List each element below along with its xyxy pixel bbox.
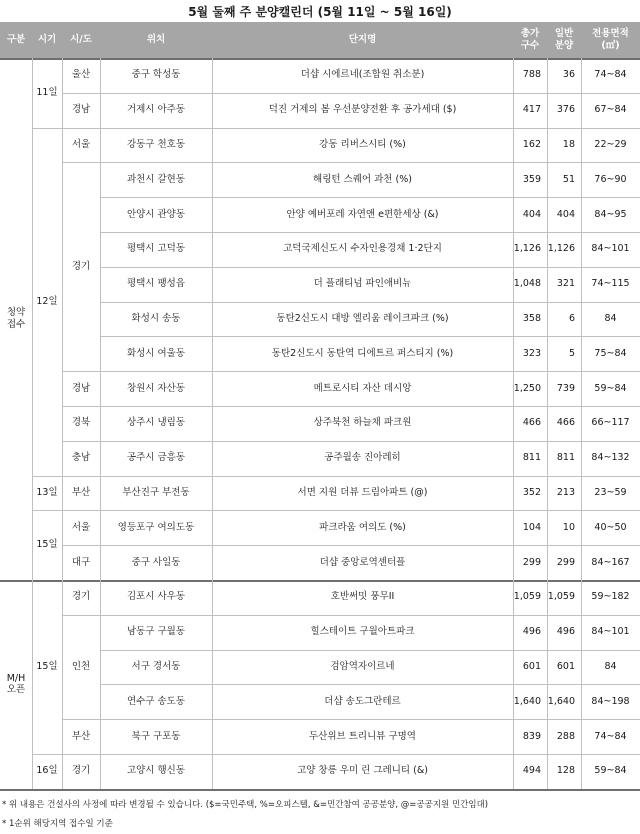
general-sale-cell: 601	[556, 661, 575, 673]
grid-line	[62, 93, 640, 94]
location-cell: 거제시 아주동	[126, 104, 186, 116]
location-cell: 고양시 행신동	[126, 765, 186, 777]
region-cell: 인천	[71, 661, 91, 673]
header-general-sale	[547, 22, 581, 58]
grid-line	[32, 128, 640, 129]
complex-name-cell: 안양 예버포레 자연앤 e편한세상 (&)	[286, 208, 439, 220]
header-total-units-line1: 총가	[520, 28, 540, 40]
grid-line	[0, 789, 640, 791]
sales-calendar-table	[0, 22, 640, 788]
header-category: 구분	[0, 22, 32, 58]
complex-name-cell: 상주북천 하늘채 파크원	[313, 417, 412, 429]
category-label: 오픈	[6, 684, 26, 696]
area-cell: 66~117	[591, 417, 630, 429]
area-cell: 22~29	[594, 139, 627, 151]
grid-line	[32, 510, 640, 511]
grid-line	[547, 58, 548, 789]
area-cell: 84~167	[591, 556, 630, 568]
timing-cell: 11일	[36, 86, 58, 98]
general-sale-cell: 376	[556, 104, 575, 116]
area-cell: 74~84	[594, 730, 627, 742]
location-cell: 서구 경서동	[131, 661, 181, 673]
region-cell: 서울	[71, 139, 91, 151]
area-cell: 75~84	[594, 347, 627, 359]
complex-name-cell: 고양 창릉 우미 린 그레니티 (&)	[297, 765, 428, 777]
page-title: 5월 둘째 주 분양캘린더 (5월 11일 ~ 5월 16일)	[188, 5, 452, 19]
area-cell: 59~84	[594, 382, 627, 394]
general-sale-cell: 496	[556, 626, 575, 638]
complex-name-cell: 서면 지원 더뷰 드림아파트 (@)	[297, 487, 428, 499]
location-cell: 김포시 사우동	[126, 591, 186, 603]
grid-line	[513, 58, 514, 789]
general-sale-cell: 51	[562, 173, 575, 185]
complex-name-cell: 힐스테이트 구월아트파크	[310, 626, 415, 638]
area-cell: 74~84	[594, 69, 627, 81]
region-cell: 대구	[71, 556, 91, 568]
location-cell: 영등포구 여의도동	[117, 521, 195, 533]
total-units-cell: 352	[522, 487, 541, 499]
grid-line	[100, 232, 640, 233]
footnote-basis: * 1순위 해당지역 접수일 기준	[2, 819, 113, 829]
complex-name-cell: 강동 리버스시티 (%)	[319, 139, 406, 151]
header-timing: 시기	[32, 22, 62, 58]
general-sale-cell: 1,126	[547, 243, 575, 255]
timing-cell: 13일	[36, 487, 58, 499]
grid-line	[100, 684, 640, 685]
category-cell	[0, 58, 32, 580]
location-cell: 강동구 천호동	[126, 139, 186, 151]
general-sale-cell: 36	[562, 69, 575, 81]
total-units-cell: 104	[522, 521, 541, 533]
general-sale-cell: 6	[568, 313, 575, 325]
total-units-cell: 788	[522, 69, 541, 81]
location-cell: 상주시 냉림동	[126, 417, 186, 429]
area-cell: 84~101	[591, 626, 630, 638]
total-units-cell: 162	[522, 139, 541, 151]
complex-name-cell: 검암역자이르네	[330, 661, 395, 673]
complex-name-cell: 더 플래티넘 파인애비뉴	[313, 278, 412, 290]
complex-name-cell: 호반써밋 풍무II	[330, 591, 395, 603]
total-units-cell: 358	[522, 313, 541, 325]
total-units-cell: 811	[522, 452, 541, 464]
header-total-units-line2: 구수	[520, 40, 540, 51]
total-units-cell: 494	[522, 765, 541, 777]
complex-name-cell: 더샵 송도그란테르	[324, 695, 401, 707]
grid-line	[62, 719, 640, 720]
area-cell: 84~132	[591, 452, 630, 464]
area-cell: 84~95	[594, 208, 627, 220]
region-cell: 경남	[71, 104, 91, 116]
category-label: 접수	[6, 319, 26, 330]
region-cell: 충남	[71, 452, 91, 464]
total-units-cell: 601	[522, 661, 541, 673]
total-units-cell: 496	[522, 626, 541, 638]
location-cell: 평택시 고덕동	[126, 243, 186, 255]
footnote-legend: * 위 내용은 건설사의 사정에 따라 변경될 수 있습니다. ($=국민주택, %=오피스텔, &=민간참여 공공분양, @=공공지원 민간임대)	[2, 800, 489, 810]
category-label: M/H	[6, 672, 26, 684]
total-units-cell: 1,126	[513, 243, 541, 255]
general-sale-cell: 299	[556, 556, 575, 568]
grid-line	[100, 267, 640, 268]
general-sale-cell: 128	[556, 765, 575, 777]
location-cell: 공주시 금흥동	[126, 452, 186, 464]
grid-line	[62, 371, 640, 372]
area-cell: 84~101	[591, 243, 630, 255]
area-cell: 84	[604, 661, 617, 673]
location-cell: 부산진구 부전동	[122, 487, 190, 499]
complex-name-cell: 더샵 중앙로역센터플	[319, 556, 406, 568]
timing-cell: 15일	[36, 661, 58, 673]
grid-line	[100, 58, 101, 789]
area-cell: 84	[604, 313, 617, 325]
total-units-cell: 417	[522, 104, 541, 116]
timing-cell: 16일	[36, 765, 58, 777]
total-units-cell: 1,048	[513, 278, 541, 290]
general-sale-cell: 811	[556, 452, 575, 464]
grid-line	[62, 58, 63, 789]
general-sale-cell: 1,059	[547, 591, 575, 603]
total-units-cell: 1,250	[513, 382, 541, 394]
footnotes	[2, 796, 638, 834]
complex-name-cell: 공주월송 진아레히	[324, 452, 401, 464]
total-units-cell: 359	[522, 173, 541, 185]
header-total-units	[513, 22, 547, 58]
location-cell: 화성시 여울동	[126, 347, 186, 359]
complex-name-cell: 메트로시티 자산 데시앙	[313, 382, 412, 394]
header-location: 위치	[100, 22, 212, 58]
general-sale-cell: 288	[556, 730, 575, 742]
location-cell: 과천시 갈현동	[126, 173, 186, 185]
region-cell: 경기	[71, 591, 91, 603]
header-complex: 단지명	[212, 22, 513, 58]
complex-name-cell: 더샵 시에르네(조합원 취소분)	[300, 69, 425, 81]
grid-line	[100, 197, 640, 198]
area-cell: 59~84	[594, 765, 627, 777]
location-cell: 창원시 자산동	[126, 382, 186, 394]
location-cell: 화성시 송동	[131, 313, 181, 325]
location-cell: 연수구 송도동	[126, 695, 186, 707]
grid-line	[62, 162, 640, 163]
grid-line	[62, 545, 640, 546]
region-cell: 서울	[71, 521, 91, 533]
general-sale-cell: 18	[562, 139, 575, 151]
header-area-line1: 전용면적	[592, 28, 629, 40]
total-units-cell: 299	[522, 556, 541, 568]
region-cell: 경기	[71, 765, 91, 777]
complex-name-cell: 덕진 거제의 봄 우선분양전환 후 공가세대 ($)	[268, 104, 457, 116]
complex-name-cell: 두산위브 트리니뷰 구명역	[309, 730, 416, 742]
grid-line	[62, 406, 640, 407]
area-cell: 59~182	[591, 591, 630, 603]
grid-line	[581, 58, 582, 789]
general-sale-cell: 404	[556, 208, 575, 220]
header-area	[581, 22, 640, 58]
header-region: 시/도	[62, 22, 100, 58]
timing-cell: 15일	[36, 539, 58, 551]
grid-line	[62, 441, 640, 442]
header-general-sale-line1: 일반	[554, 28, 574, 40]
header-general-sale-line2: 분양	[554, 40, 574, 51]
area-cell: 23~59	[594, 487, 627, 499]
area-cell: 76~90	[594, 173, 627, 185]
general-sale-cell: 739	[556, 382, 575, 394]
location-cell: 북구 구포동	[131, 730, 181, 742]
location-cell: 남동구 구월동	[126, 626, 186, 638]
area-cell: 74~115	[591, 278, 630, 290]
grid-line	[32, 754, 640, 755]
grid-line	[100, 650, 640, 651]
area-cell: 40~50	[594, 521, 627, 533]
region-cell: 울산	[71, 69, 91, 81]
category-label: 청약	[6, 307, 26, 319]
region-cell: 경기	[71, 260, 91, 272]
general-sale-cell: 1,640	[547, 695, 575, 707]
timing-cell: 12일	[36, 295, 58, 307]
total-units-cell: 466	[522, 417, 541, 429]
general-sale-cell: 10	[562, 521, 575, 533]
complex-name-cell: 해링턴 스퀘어 과천 (%)	[313, 173, 412, 185]
header-area-line2: (㎡)	[601, 40, 620, 51]
complex-name-cell: 파크라움 여의도 (%)	[319, 521, 406, 533]
grid-line	[32, 476, 640, 477]
area-cell: 84~198	[591, 695, 630, 707]
region-cell: 부산	[71, 730, 91, 742]
total-units-cell: 839	[522, 730, 541, 742]
area-cell: 67~84	[594, 104, 627, 116]
complex-name-cell: 동탄2신도시 동탄역 디에트르 퍼스티지 (%)	[271, 347, 454, 359]
location-cell: 평택시 팽성읍	[126, 278, 186, 290]
complex-name-cell: 고덕국제신도시 수자인용경채 1·2단지	[283, 243, 442, 255]
location-cell: 안양시 관양동	[126, 208, 186, 220]
location-cell: 중구 사일동	[131, 556, 181, 568]
grid-line	[0, 58, 640, 60]
general-sale-cell: 213	[556, 487, 575, 499]
grid-line	[62, 615, 640, 616]
grid-line	[100, 336, 640, 337]
region-cell: 경북	[71, 417, 91, 429]
category-cell	[0, 580, 32, 789]
region-cell: 경남	[71, 382, 91, 394]
total-units-cell: 1,059	[513, 591, 541, 603]
total-units-cell: 323	[522, 347, 541, 359]
total-units-cell: 404	[522, 208, 541, 220]
total-units-cell: 1,640	[513, 695, 541, 707]
location-cell: 중구 학성동	[131, 69, 181, 81]
grid-line	[212, 58, 213, 789]
general-sale-cell: 321	[556, 278, 575, 290]
complex-name-cell: 동탄2신도시 대방 엘리움 레이크파크 (%)	[276, 313, 449, 325]
region-cell: 부산	[71, 487, 91, 499]
general-sale-cell: 5	[568, 347, 575, 359]
grid-line	[32, 58, 33, 789]
general-sale-cell: 466	[556, 417, 575, 429]
grid-line	[0, 580, 640, 582]
grid-line	[100, 302, 640, 303]
